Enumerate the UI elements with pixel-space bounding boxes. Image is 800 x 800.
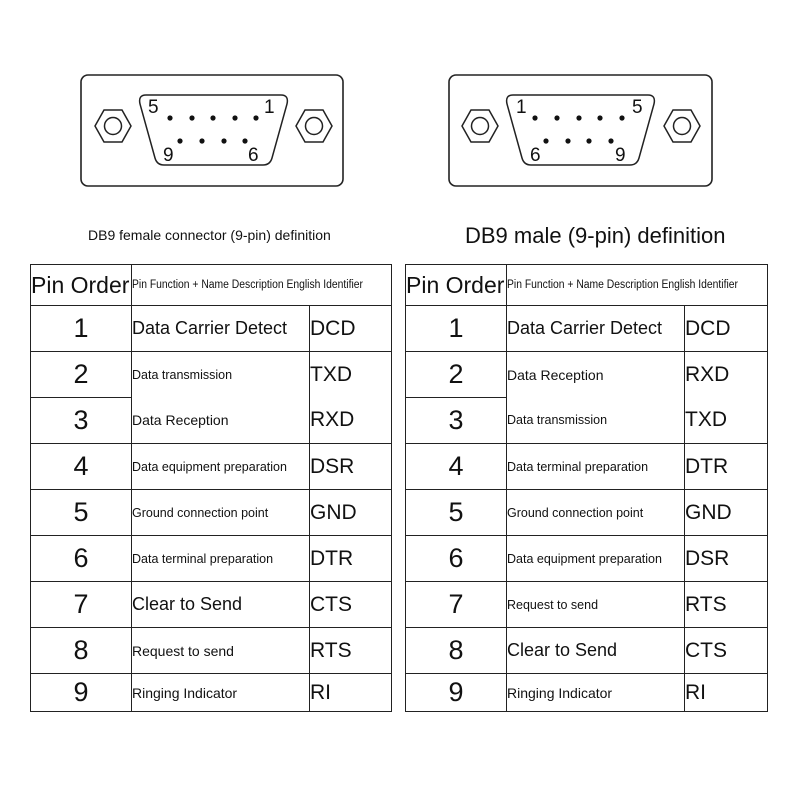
male-header-function-text: Pin Function + Name Description English Identifier: [507, 279, 738, 291]
table-row: [406, 536, 768, 582]
table-row: [406, 306, 768, 352]
male-pin-label-9: 9: [615, 145, 626, 166]
pin-function: Data terminal preparation: [507, 444, 685, 490]
pin-code: RXD: [685, 352, 768, 398]
pin-function: Data Reception: [507, 352, 685, 398]
pin-code: DTR: [685, 444, 768, 490]
pin-code: CTS: [310, 582, 392, 628]
female-connector: [81, 75, 343, 186]
table-row: [31, 674, 392, 712]
pin-function: Request to send: [507, 582, 685, 628]
pin-function: Data transmission: [132, 352, 310, 398]
pin-function: Data equipment preparation: [132, 444, 310, 490]
table-row: [31, 306, 392, 352]
pin-code: RXD: [310, 398, 392, 444]
pin-number: 3: [406, 398, 507, 444]
male-pin-label-5: 5: [632, 97, 643, 118]
male-pin-table: [405, 264, 768, 712]
pin-code: RI: [310, 674, 392, 712]
pin-number: 7: [31, 582, 132, 628]
pin-code: GND: [310, 490, 392, 536]
table-row: [406, 582, 768, 628]
pin-function: Ground connection point: [507, 490, 685, 536]
pin-code: DSR: [310, 444, 392, 490]
pin-function: Ringing Indicator: [132, 674, 310, 712]
pin-code: RTS: [310, 628, 392, 674]
pin-code: DCD: [310, 306, 392, 352]
table-row: [31, 536, 392, 582]
male-connector-caption: DB9 male (9-pin) definition: [465, 223, 726, 248]
pin-function: Ringing Indicator: [507, 674, 685, 712]
table-row: [406, 490, 768, 536]
table-row: [406, 628, 768, 674]
table-row: [31, 398, 392, 444]
pin-function: Data equipment preparation: [507, 536, 685, 582]
pin-code: TXD: [310, 352, 392, 398]
pin-code: GND: [685, 490, 768, 536]
table-row: [31, 628, 392, 674]
female-pin-label-9: 9: [163, 145, 174, 166]
pin-number: 4: [31, 444, 132, 490]
pin-function: Clear to Send: [132, 582, 310, 628]
table-row: [31, 490, 392, 536]
pin-code: CTS: [685, 628, 768, 674]
male-table-header: [406, 265, 768, 306]
female-connector-diagram: [0, 0, 800, 230]
pin-number: 5: [406, 490, 507, 536]
female-header-pin-order: Pin Order: [31, 265, 132, 306]
pin-number: 9: [31, 674, 132, 712]
pin-number: 2: [31, 352, 132, 398]
pin-code: RTS: [685, 582, 768, 628]
pin-code: TXD: [685, 398, 768, 444]
female-table-header: [31, 265, 392, 306]
pin-function: Data Reception: [132, 398, 310, 444]
table-row: [406, 352, 768, 398]
male-header-pin-order: Pin Order: [406, 265, 507, 306]
table-row: [31, 582, 392, 628]
pin-code: DCD: [685, 306, 768, 352]
pin-function: Data Carrier Detect: [132, 306, 310, 352]
table-row: [406, 674, 768, 712]
pin-code: RI: [685, 674, 768, 712]
female-pin-table: [30, 264, 392, 712]
male-pin-label-1: 1: [516, 97, 527, 118]
pin-function: Request to send: [132, 628, 310, 674]
pin-function: Data terminal preparation: [132, 536, 310, 582]
female-header-function: [132, 265, 392, 306]
pin-number: 4: [406, 444, 507, 490]
table-row: [31, 352, 392, 398]
table-row: [406, 398, 768, 444]
pin-number: 6: [406, 536, 507, 582]
pin-code: DSR: [685, 536, 768, 582]
female-header-function-text: Pin Function + Name Description English Identifier: [132, 279, 363, 291]
pin-number: 1: [406, 306, 507, 352]
pin-number: 8: [31, 628, 132, 674]
pin-function: Data Carrier Detect: [507, 306, 685, 352]
pin-function: Clear to Send: [507, 628, 685, 674]
pin-number: 9: [406, 674, 507, 712]
male-header-function: [507, 265, 768, 306]
pin-number: 5: [31, 490, 132, 536]
female-pin-label-6: 6: [248, 145, 259, 166]
pin-number: 8: [406, 628, 507, 674]
female-pin-label-1: 1: [264, 97, 275, 118]
male-pin-label-6: 6: [530, 145, 541, 166]
pin-number: 6: [31, 536, 132, 582]
pin-code: DTR: [310, 536, 392, 582]
table-row: [406, 444, 768, 490]
female-pin-label-5: 5: [148, 97, 159, 118]
male-connector: [449, 75, 712, 186]
female-connector-caption: DB9 female connector (9-pin) definition: [88, 227, 331, 243]
pin-number: 2: [406, 352, 507, 398]
table-row: [31, 444, 392, 490]
pin-function: Data transmission: [507, 398, 685, 444]
pin-number: 3: [31, 398, 132, 444]
pin-number: 7: [406, 582, 507, 628]
pin-function: Ground connection point: [132, 490, 310, 536]
pin-number: 1: [31, 306, 132, 352]
